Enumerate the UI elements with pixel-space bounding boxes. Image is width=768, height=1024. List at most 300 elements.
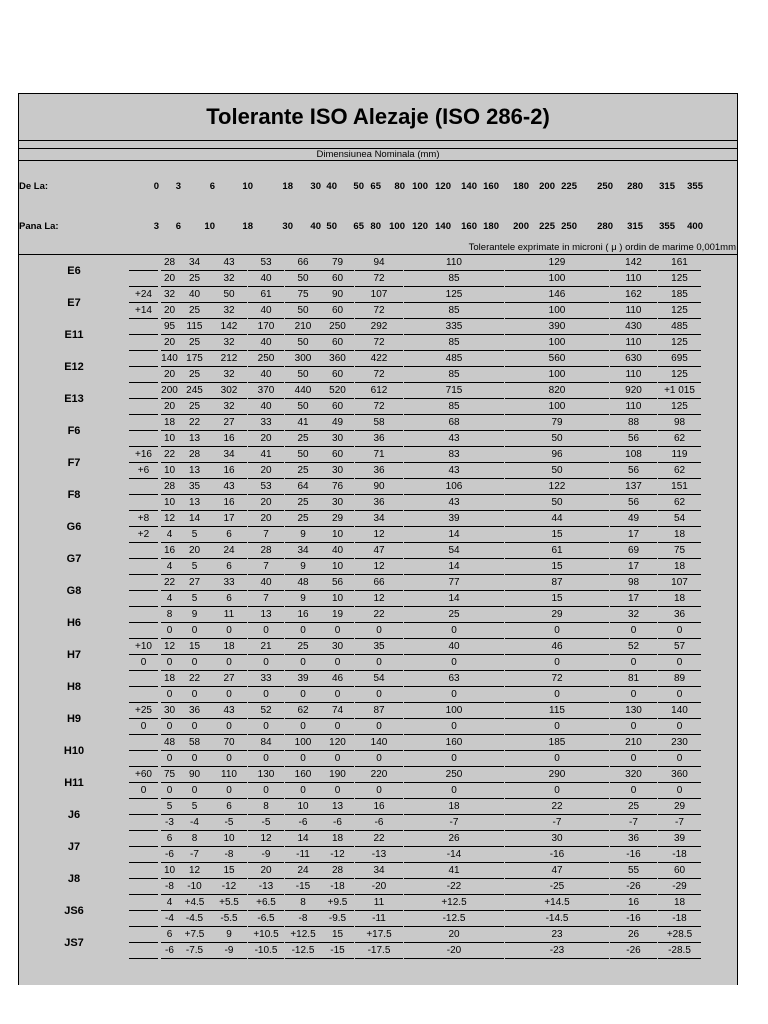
lower-deviation-cell: -16 xyxy=(610,847,657,863)
pana-la-value: 100 xyxy=(389,221,405,232)
upper-deviation-cell: 13 xyxy=(321,799,354,815)
upper-deviation-cell: +1 015 xyxy=(658,383,701,399)
upper-deviation-cell: 16 xyxy=(285,607,321,623)
upper-deviation-cell: 10 xyxy=(285,799,321,815)
upper-deviation-cell: 8 xyxy=(248,799,284,815)
lower-deviation-cell: -4.5 xyxy=(178,911,211,927)
upper-deviation-cell: 24 xyxy=(285,863,321,879)
lower-deviation-cell: -8 xyxy=(161,879,178,895)
lower-deviation-cell: 13 xyxy=(178,431,211,447)
lower-deviation-cell: 32 xyxy=(211,303,247,319)
lower-deviation-cell xyxy=(129,623,158,639)
lower-deviation-line xyxy=(19,527,737,543)
lower-deviation-cell: -14.5 xyxy=(505,911,609,927)
lower-deviation-cell: 0 xyxy=(505,655,609,671)
lower-deviation-cell: 0 xyxy=(404,751,504,767)
pana-la-value: 120 xyxy=(412,221,428,232)
upper-deviation-cell: 210 xyxy=(610,735,657,751)
upper-deviation-cell: +14.5 xyxy=(505,895,609,911)
lower-deviation-cell: 0 xyxy=(505,687,609,703)
upper-deviation-cell: 43 xyxy=(211,703,247,719)
lower-deviation-cell: -6 xyxy=(161,943,178,959)
lower-deviation-cell xyxy=(129,559,158,575)
lower-deviation-cell: 10 xyxy=(321,527,354,543)
upper-deviation-cell: 190 xyxy=(321,767,354,783)
lower-deviation-cell: 20 xyxy=(248,463,284,479)
lower-deviation-cell xyxy=(129,751,158,767)
lower-deviation-cell: 0 xyxy=(321,623,354,639)
upper-deviation-cell: 120 xyxy=(321,735,354,751)
upper-deviation-cell: 41 xyxy=(248,447,284,463)
upper-deviation-cell: 75 xyxy=(161,767,178,783)
tolerance-row xyxy=(19,735,737,767)
lower-deviation-cell: 62 xyxy=(658,495,701,511)
lower-deviation-cell: -15 xyxy=(285,879,321,895)
lower-deviation-cell: +14 xyxy=(129,303,158,319)
lower-deviation-cell: 0 xyxy=(610,719,657,735)
upper-deviation-cell: 50 xyxy=(285,447,321,463)
lower-deviation-cell: 0 xyxy=(211,751,247,767)
upper-deviation-cell: 5 xyxy=(161,799,178,815)
upper-deviation-cell: 53 xyxy=(248,255,284,271)
lower-deviation-cell: 0 xyxy=(129,783,158,799)
upper-deviation-cell: 485 xyxy=(404,351,504,367)
lower-deviation-cell: 12 xyxy=(355,591,403,607)
pana-la-value: 250 xyxy=(561,221,577,232)
lower-deviation-cell: 100 xyxy=(505,335,609,351)
lower-deviation-cell: 17 xyxy=(610,527,657,543)
lower-deviation-cell: -9 xyxy=(211,943,247,959)
de-la-value: 250 xyxy=(597,181,613,192)
pana-la-value: 30 xyxy=(282,221,293,232)
upper-deviation-cell xyxy=(129,831,158,847)
lower-deviation-cell: -13 xyxy=(248,879,284,895)
upper-deviation-cell: +7.5 xyxy=(178,927,211,943)
lower-deviation-cell: -18 xyxy=(658,911,701,927)
upper-deviation-line xyxy=(19,927,737,943)
upper-deviation-cell: 30 xyxy=(321,639,354,655)
upper-deviation-cell: 302 xyxy=(211,383,247,399)
upper-deviation-line xyxy=(19,607,737,623)
upper-deviation-cell: 9 xyxy=(211,927,247,943)
lower-deviation-cell: 0 xyxy=(161,655,178,671)
upper-deviation-cell: 22 xyxy=(178,671,211,687)
lower-deviation-cell xyxy=(129,591,158,607)
upper-deviation-line xyxy=(19,511,737,527)
upper-deviation-cell: 60 xyxy=(658,863,701,879)
upper-deviation-cell: 22 xyxy=(161,447,178,463)
upper-deviation-cell: 100 xyxy=(285,735,321,751)
upper-deviation-cell: 220 xyxy=(355,767,403,783)
upper-deviation-cell: 98 xyxy=(658,415,701,431)
upper-deviation-cell: 35 xyxy=(178,479,211,495)
tolerance-class-label: J7 xyxy=(67,841,81,853)
upper-deviation-cell: 130 xyxy=(610,703,657,719)
upper-deviation-cell: 32 xyxy=(161,287,178,303)
upper-deviation-cell xyxy=(129,575,158,591)
lower-deviation-cell: -7 xyxy=(658,815,701,831)
upper-deviation-cell: 125 xyxy=(404,287,504,303)
upper-deviation-cell: 81 xyxy=(610,671,657,687)
lower-deviation-cell: 7 xyxy=(248,527,284,543)
upper-deviation-cell xyxy=(129,799,158,815)
upper-deviation-cell: 57 xyxy=(658,639,701,655)
lower-deviation-cell: -12.5 xyxy=(285,943,321,959)
upper-deviation-cell xyxy=(129,543,158,559)
upper-deviation-cell: 64 xyxy=(285,479,321,495)
upper-deviation-cell: 49 xyxy=(610,511,657,527)
lower-deviation-line xyxy=(19,751,737,767)
lower-deviation-cell: 0 xyxy=(505,751,609,767)
lower-deviation-cell: 16 xyxy=(211,463,247,479)
upper-deviation-cell: 520 xyxy=(321,383,354,399)
upper-deviation-cell: 27 xyxy=(211,415,247,431)
lower-deviation-line xyxy=(19,303,737,319)
upper-deviation-cell: 55 xyxy=(610,863,657,879)
upper-deviation-line xyxy=(19,447,737,463)
lower-deviation-cell: -13 xyxy=(355,847,403,863)
upper-deviation-cell: 22 xyxy=(355,831,403,847)
pana-la-value: 65 xyxy=(353,221,364,232)
upper-deviation-cell: 15 xyxy=(321,927,354,943)
pana-la-value: 355 xyxy=(659,221,675,232)
upper-deviation-cell: 95 xyxy=(161,319,178,335)
lower-deviation-cell: 17 xyxy=(610,559,657,575)
lower-deviation-cell: 9 xyxy=(285,527,321,543)
tolerance-row xyxy=(19,799,737,831)
tolerance-class-label: E12 xyxy=(64,361,84,373)
tolerance-row xyxy=(19,863,737,895)
lower-deviation-cell: -11 xyxy=(355,911,403,927)
upper-deviation-cell: +60 xyxy=(129,767,158,783)
lower-deviation-cell: -22 xyxy=(404,879,504,895)
lower-deviation-cell: 60 xyxy=(321,399,354,415)
upper-deviation-cell: 250 xyxy=(321,319,354,335)
upper-deviation-cell: 26 xyxy=(404,831,504,847)
lower-deviation-cell: 10 xyxy=(321,559,354,575)
lower-deviation-cell: 9 xyxy=(285,559,321,575)
tolerance-class-label: H10 xyxy=(63,745,85,757)
upper-deviation-cell: 35 xyxy=(355,639,403,655)
lower-deviation-cell: 0 xyxy=(285,623,321,639)
upper-deviation-cell: 72 xyxy=(505,671,609,687)
lower-deviation-cell xyxy=(129,687,158,703)
lower-deviation-cell xyxy=(129,495,158,511)
upper-deviation-cell: 79 xyxy=(505,415,609,431)
upper-deviation-cell: 29 xyxy=(321,511,354,527)
upper-deviation-cell: 210 xyxy=(285,319,321,335)
upper-deviation-cell: +17.5 xyxy=(355,927,403,943)
lower-deviation-cell xyxy=(129,847,158,863)
upper-deviation-cell: 87 xyxy=(355,703,403,719)
lower-deviation-cell: 6 xyxy=(211,559,247,575)
lower-deviation-cell: 0 xyxy=(211,719,247,735)
lower-deviation-cell: -8 xyxy=(211,847,247,863)
lower-deviation-cell: 6 xyxy=(211,591,247,607)
lower-deviation-cell: 14 xyxy=(404,591,504,607)
page-title: Tolerante ISO Alezaje (ISO 286-2) xyxy=(206,104,550,129)
upper-deviation-cell: 630 xyxy=(610,351,657,367)
upper-deviation-cell: 108 xyxy=(610,447,657,463)
upper-deviation-cell: 161 xyxy=(658,255,701,271)
lower-deviation-cell: 7 xyxy=(248,559,284,575)
lower-deviation-cell: 0 xyxy=(321,783,354,799)
tolerance-row xyxy=(19,319,737,351)
upper-deviation-cell: 22 xyxy=(178,415,211,431)
upper-deviation-cell: 106 xyxy=(404,479,504,495)
upper-deviation-cell: 20 xyxy=(248,863,284,879)
upper-deviation-cell: 90 xyxy=(178,767,211,783)
upper-deviation-cell: 41 xyxy=(285,415,321,431)
upper-deviation-cell: 185 xyxy=(658,287,701,303)
upper-deviation-cell: 69 xyxy=(610,543,657,559)
tolerance-class-label: E13 xyxy=(64,393,84,405)
upper-deviation-cell: 88 xyxy=(610,415,657,431)
lower-deviation-cell: 20 xyxy=(248,495,284,511)
pana-la-value: 40 xyxy=(310,221,321,232)
lower-deviation-cell: 12 xyxy=(355,527,403,543)
upper-deviation-cell: 12 xyxy=(178,863,211,879)
lower-deviation-cell: 85 xyxy=(404,399,504,415)
upper-deviation-cell: 22 xyxy=(505,799,609,815)
lower-deviation-cell: 7 xyxy=(248,591,284,607)
upper-deviation-cell: 90 xyxy=(321,287,354,303)
upper-deviation-cell: 28 xyxy=(248,543,284,559)
lower-deviation-cell: 40 xyxy=(248,271,284,287)
upper-deviation-cell: +8 xyxy=(129,511,158,527)
upper-deviation-line xyxy=(19,895,737,911)
lower-deviation-cell: +2 xyxy=(129,527,158,543)
upper-deviation-line xyxy=(19,319,737,335)
lower-deviation-cell: 85 xyxy=(404,367,504,383)
upper-deviation-cell: 56 xyxy=(321,575,354,591)
lower-deviation-cell: 32 xyxy=(211,367,247,383)
tolerance-row xyxy=(19,671,737,703)
lower-deviation-cell xyxy=(129,943,158,959)
lower-deviation-cell: -26 xyxy=(610,879,657,895)
lower-deviation-cell: 0 xyxy=(161,623,178,639)
lower-deviation-cell: 25 xyxy=(285,463,321,479)
upper-deviation-line xyxy=(19,799,737,815)
lower-deviation-cell: 25 xyxy=(178,399,211,415)
lower-deviation-cell: 0 xyxy=(404,783,504,799)
tolerance-table xyxy=(19,255,737,959)
lower-deviation-line xyxy=(19,591,737,607)
upper-deviation-cell: 63 xyxy=(404,671,504,687)
lower-deviation-cell: 0 xyxy=(178,623,211,639)
upper-deviation-cell: 300 xyxy=(285,351,321,367)
upper-deviation-cell: 41 xyxy=(404,863,504,879)
upper-deviation-cell: 12 xyxy=(248,831,284,847)
upper-deviation-cell: 18 xyxy=(211,639,247,655)
lower-deviation-cell: -5 xyxy=(211,815,247,831)
tolerance-row xyxy=(19,543,737,575)
upper-deviation-cell: 28 xyxy=(321,863,354,879)
upper-deviation-cell: 695 xyxy=(658,351,701,367)
lower-deviation-cell: 62 xyxy=(658,431,701,447)
lower-deviation-cell: 0 xyxy=(658,623,701,639)
tolerance-class-label: F8 xyxy=(67,489,81,501)
lower-deviation-cell: 25 xyxy=(178,271,211,287)
lower-deviation-cell: -28.5 xyxy=(658,943,701,959)
lower-deviation-line xyxy=(19,463,737,479)
lower-deviation-cell: 0 xyxy=(355,719,403,735)
upper-deviation-cell xyxy=(129,863,158,879)
tolerance-class-label: F6 xyxy=(67,425,81,437)
upper-deviation-cell: 25 xyxy=(285,511,321,527)
lower-deviation-cell: 6 xyxy=(211,527,247,543)
upper-deviation-cell: 6 xyxy=(211,799,247,815)
lower-deviation-cell: 0 xyxy=(610,623,657,639)
upper-deviation-cell: 76 xyxy=(321,479,354,495)
upper-deviation-cell: 129 xyxy=(505,255,609,271)
tolerance-sheet xyxy=(18,93,738,985)
lower-deviation-cell: 0 xyxy=(610,783,657,799)
upper-deviation-cell: 18 xyxy=(161,415,178,431)
lower-deviation-cell: 0 xyxy=(248,751,284,767)
upper-deviation-cell: 10 xyxy=(161,863,178,879)
upper-deviation-cell: 142 xyxy=(610,255,657,271)
upper-deviation-cell: 52 xyxy=(610,639,657,655)
lower-deviation-line xyxy=(19,783,737,799)
upper-deviation-cell: 18 xyxy=(658,895,701,911)
upper-deviation-cell: +16 xyxy=(129,447,158,463)
upper-deviation-cell: 140 xyxy=(658,703,701,719)
upper-deviation-line xyxy=(19,383,737,399)
lower-deviation-line xyxy=(19,559,737,575)
upper-deviation-cell: 245 xyxy=(178,383,211,399)
lower-deviation-cell: 0 xyxy=(404,719,504,735)
lower-deviation-cell: 0 xyxy=(178,687,211,703)
lower-deviation-cell: -6 xyxy=(285,815,321,831)
lower-deviation-cell: -10.5 xyxy=(248,943,284,959)
lower-deviation-cell: -6 xyxy=(321,815,354,831)
lower-deviation-cell: 40 xyxy=(248,367,284,383)
lower-deviation-cell: 0 xyxy=(658,655,701,671)
lower-deviation-cell: 15 xyxy=(505,559,609,575)
lower-deviation-cell: 25 xyxy=(285,431,321,447)
lower-deviation-cell: 32 xyxy=(211,399,247,415)
tolerance-class-label: J6 xyxy=(67,809,81,821)
upper-deviation-cell: 18 xyxy=(321,831,354,847)
upper-deviation-cell: 25 xyxy=(404,607,504,623)
pana-la-value: 180 xyxy=(483,221,499,232)
upper-deviation-cell: 34 xyxy=(355,511,403,527)
upper-deviation-cell: 22 xyxy=(355,607,403,623)
lower-deviation-cell: 25 xyxy=(285,495,321,511)
lower-deviation-cell: 0 xyxy=(321,719,354,735)
tolerance-class-label: H8 xyxy=(66,681,82,693)
lower-deviation-cell: 5 xyxy=(178,527,211,543)
upper-deviation-cell xyxy=(129,607,158,623)
upper-deviation-cell: 16 xyxy=(355,799,403,815)
upper-deviation-cell: 54 xyxy=(355,671,403,687)
lower-deviation-cell: -5 xyxy=(248,815,284,831)
dimension-header: Dimensiunea Nominala (mm) xyxy=(19,149,737,161)
tolerance-class-label: H7 xyxy=(66,649,82,661)
upper-deviation-cell: 23 xyxy=(505,927,609,943)
lower-deviation-cell: -23 xyxy=(505,943,609,959)
upper-deviation-cell: 162 xyxy=(610,287,657,303)
upper-deviation-cell: 20 xyxy=(178,543,211,559)
lower-deviation-cell: 20 xyxy=(248,431,284,447)
lower-deviation-cell: 50 xyxy=(505,463,609,479)
upper-deviation-cell: 77 xyxy=(404,575,504,591)
pana-la-value: 160 xyxy=(461,221,477,232)
tolerance-class-label: J8 xyxy=(67,873,81,885)
upper-deviation-cell: 250 xyxy=(404,767,504,783)
lower-deviation-cell: 50 xyxy=(505,495,609,511)
de-la-value: 280 xyxy=(627,181,643,192)
tolerance-class-label: G7 xyxy=(66,553,82,565)
lower-deviation-cell: -12 xyxy=(211,879,247,895)
upper-deviation-cell: 66 xyxy=(355,575,403,591)
tolerance-class-label: E6 xyxy=(67,265,81,277)
lower-deviation-cell: 0 xyxy=(129,719,158,735)
lower-deviation-cell: 72 xyxy=(355,399,403,415)
title-row xyxy=(19,94,737,141)
lower-deviation-line xyxy=(19,495,737,511)
upper-deviation-cell: 58 xyxy=(178,735,211,751)
lower-deviation-cell: 0 xyxy=(355,655,403,671)
upper-deviation-cell: 21 xyxy=(248,639,284,655)
upper-deviation-cell: 20 xyxy=(248,511,284,527)
lower-deviation-cell: 0 xyxy=(285,751,321,767)
lower-deviation-cell: 16 xyxy=(211,495,247,511)
lower-deviation-cell: 125 xyxy=(658,367,701,383)
upper-deviation-cell: 25 xyxy=(610,799,657,815)
upper-deviation-cell: 18 xyxy=(161,671,178,687)
lower-deviation-cell: 110 xyxy=(610,303,657,319)
lower-deviation-cell: 100 xyxy=(505,367,609,383)
tolerance-class-label: G6 xyxy=(66,521,82,533)
lower-deviation-cell: 5 xyxy=(178,591,211,607)
upper-deviation-line xyxy=(19,351,737,367)
de-la-value: 65 xyxy=(370,181,381,192)
lower-deviation-cell: 4 xyxy=(161,559,178,575)
upper-deviation-cell: +6.5 xyxy=(248,895,284,911)
pana-la-value: 3 xyxy=(153,221,159,232)
upper-deviation-cell: 40 xyxy=(248,575,284,591)
lower-deviation-line xyxy=(19,847,737,863)
pana-la-value: 140 xyxy=(435,221,451,232)
lower-deviation-line xyxy=(19,879,737,895)
upper-deviation-cell: 107 xyxy=(658,575,701,591)
upper-deviation-cell: 320 xyxy=(610,767,657,783)
upper-deviation-cell: 13 xyxy=(248,607,284,623)
upper-deviation-cell: 33 xyxy=(211,575,247,591)
de-la-value: 355 xyxy=(687,181,703,192)
upper-deviation-cell: 44 xyxy=(505,511,609,527)
lower-deviation-cell: 10 xyxy=(161,463,178,479)
lower-deviation-cell: 60 xyxy=(321,271,354,287)
upper-deviation-cell: 140 xyxy=(355,735,403,751)
de-la-value: 40 xyxy=(326,181,337,192)
upper-deviation-cell xyxy=(129,735,158,751)
tolerance-class-label: JS6 xyxy=(64,905,84,917)
de-la-value: 50 xyxy=(353,181,364,192)
lower-deviation-cell: 10 xyxy=(321,591,354,607)
lower-deviation-cell: -16 xyxy=(505,847,609,863)
upper-deviation-cell: 50 xyxy=(211,287,247,303)
upper-deviation-line xyxy=(19,543,737,559)
upper-deviation-cell: 34 xyxy=(211,447,247,463)
lower-deviation-cell: -10 xyxy=(178,879,211,895)
upper-deviation-cell xyxy=(129,479,158,495)
upper-deviation-cell: 39 xyxy=(285,671,321,687)
lower-deviation-cell: -6.5 xyxy=(248,911,284,927)
de-la-value: 18 xyxy=(282,181,293,192)
